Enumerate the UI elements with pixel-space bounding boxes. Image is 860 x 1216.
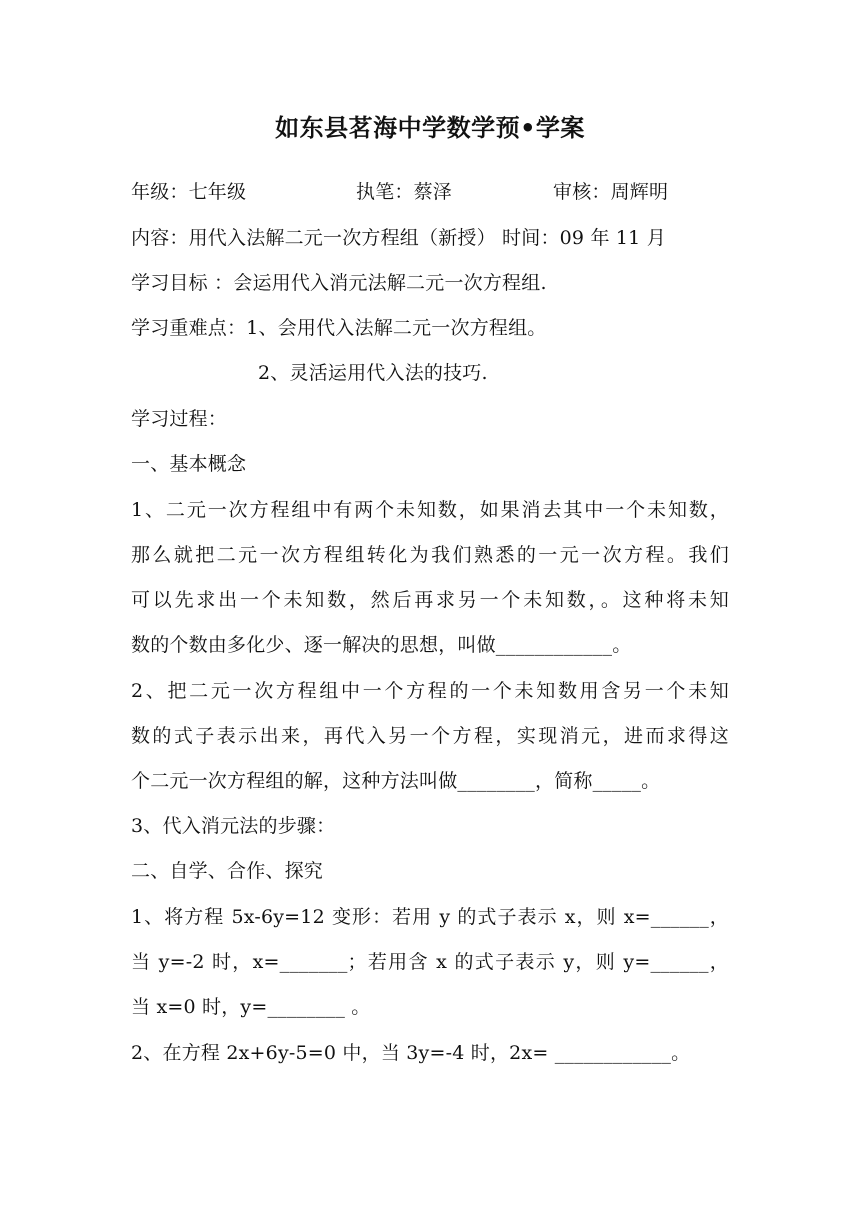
paragraph-line: 个二元一次方程组的解，这种方法叫做________，简称_____。 xyxy=(131,770,661,792)
difficulty-2: 2、灵活运用代入法的技巧. xyxy=(258,362,488,384)
exercise-line: 2、在方程 2x+6y-5=0 中，当 3y=-4 时，2x= ____________。 xyxy=(131,1042,691,1064)
paragraph-line: 那么就把二元一次方程组转化为我们熟悉的一元一次方程。我们 xyxy=(131,544,729,566)
paragraph-line: 数的个数由多化少、逐一解决的思想，叫做____________。 xyxy=(131,634,632,656)
author-label: 执笔：蔡泽 xyxy=(356,181,453,203)
paragraph-line: 数的式子表示出来，再代入另一个方程，实现消元，进而求得这 xyxy=(131,725,729,747)
exercise-line: 当 y=-2 时，x=_______；若用含 x 的式子表示 y，则 y=______， xyxy=(131,951,729,973)
grade-label: 年级：七年级 xyxy=(131,181,247,203)
difficulty-1: 学习重难点：1、会用代入法解二元一次方程组。 xyxy=(131,317,547,339)
paragraph-line: 3、代入消元法的步骤： xyxy=(131,815,336,837)
page-title: 如东县茗海中学数学预•学案 xyxy=(275,114,585,142)
section1-heading: 一、基本概念 xyxy=(131,453,247,475)
paragraph-line: 可以先求出一个未知数，然后再求另一个未知数，。这种将未知 xyxy=(131,589,729,611)
learning-objective: 学习目标 ：会运用代入消元法解二元一次方程组. xyxy=(131,272,547,294)
exercise-line: 当 x=0 时，y=________ 。 xyxy=(131,996,371,1018)
content-line: 内容：用代入法解二元一次方程组（新授） 时间：09 年 11 月 xyxy=(131,227,666,249)
process-heading: 学习过程： xyxy=(131,408,228,430)
paragraph-line: 1、二元一次方程组中有两个未知数，如果消去其中一个未知数， xyxy=(131,499,729,521)
exercise-line: 1、将方程 5x-6y=12 变形：若用 y 的式子表示 x，则 x=______， xyxy=(131,906,729,928)
reviewer-label: 审核：周辉明 xyxy=(553,181,669,203)
section2-heading: 二、自学、合作、探究 xyxy=(131,860,324,882)
paragraph-line: 2、把二元一次方程组中一个方程的一个未知数用含另一个未知 xyxy=(131,680,729,702)
